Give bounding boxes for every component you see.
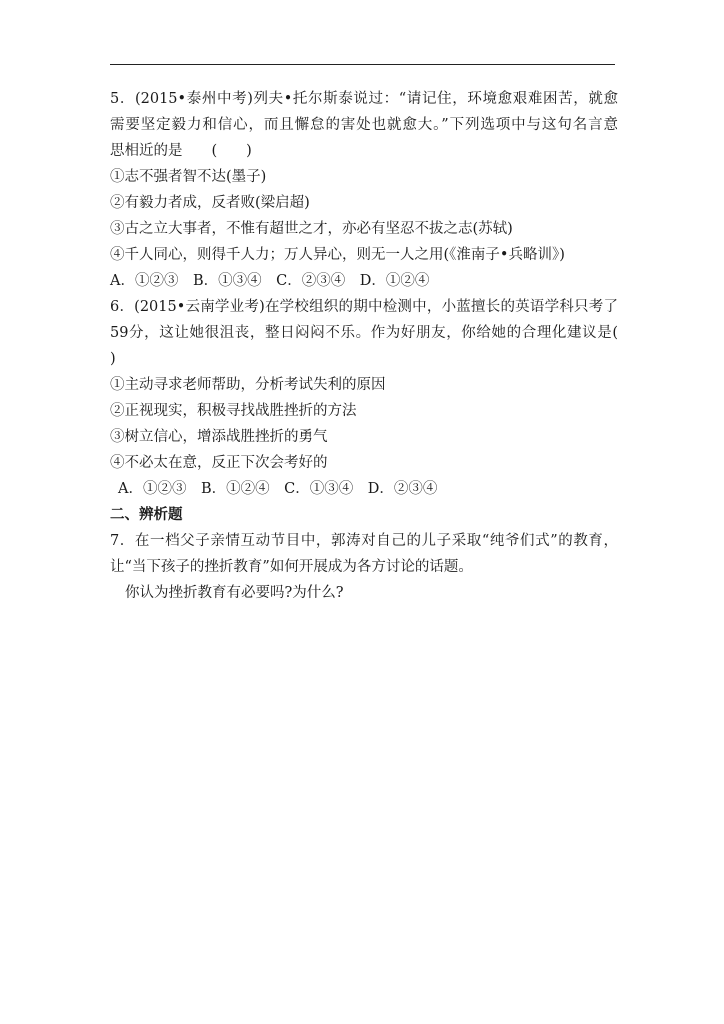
header-rule <box>110 64 615 65</box>
q7-question: 你认为挫折教育有必要吗?为什么? <box>125 585 344 601</box>
document-body <box>110 86 618 606</box>
q5-option-4: ④千人同心，则得千人力；万人异心，则无一人之用(《淮南子•兵略训》) <box>110 247 565 263</box>
q6-option-3: ③树立信心，增添战胜挫折的勇气 <box>110 429 328 445</box>
q5-option-3: ③古之立大事者，不惟有超世之才，亦必有坚忍不拔之志(苏轼) <box>110 221 513 237</box>
q6-option-1: ①主动寻求老师帮助，分析考试失利的原因 <box>110 377 386 393</box>
q5-stem-line3: 思相近的是 ( ) <box>110 143 252 159</box>
q5-stem-line2: 需要坚定毅力和信心，而且懈怠的害处也就愈大。”下列选项中与这句名言意 <box>110 117 618 133</box>
q5-stem-line1: 5．(2015•泰州中考)列夫•托尔斯泰说过：“请记住，环境愈艰难困苦，就愈 <box>110 91 618 107</box>
q5-option-1: ①志不强者智不达(墨子) <box>110 169 267 185</box>
q7-stem-line2: 让“当下孩子的挫折教育”如何开展成为各方讨论的话题。 <box>110 559 473 575</box>
q6-option-2: ②正视现实，积极寻找战胜挫折的方法 <box>110 403 357 419</box>
q7-stem-line1: 7．在一档父子亲情互动节目中，郭涛对自己的儿子采取“纯爷们式”的教育， <box>110 533 618 549</box>
q6-stem-line1: 6．(2015•云南学业考)在学校组织的期中检测中，小蓝擅长的英语学科只考了 <box>110 299 618 315</box>
q6-option-4: ④不必太在意，反正下次会考好的 <box>110 455 328 471</box>
q5-answer-choices: A．①②③ B．①③④ C．②③④ D．①②④ <box>110 273 430 289</box>
q6-stem-line3: ) <box>110 351 116 367</box>
q6-stem-line2: 59分，这让她很沮丧，整日闷闷不乐。作为好朋友，你给她的合理化建议是( <box>110 325 618 341</box>
q5-option-2: ②有毅力者成，反者败(梁启超) <box>110 195 310 211</box>
section-title: 二、辨析题 <box>110 506 183 523</box>
q6-answer-choices: A．①②③ B．①②④ C．①③④ D．②③④ <box>118 481 438 497</box>
